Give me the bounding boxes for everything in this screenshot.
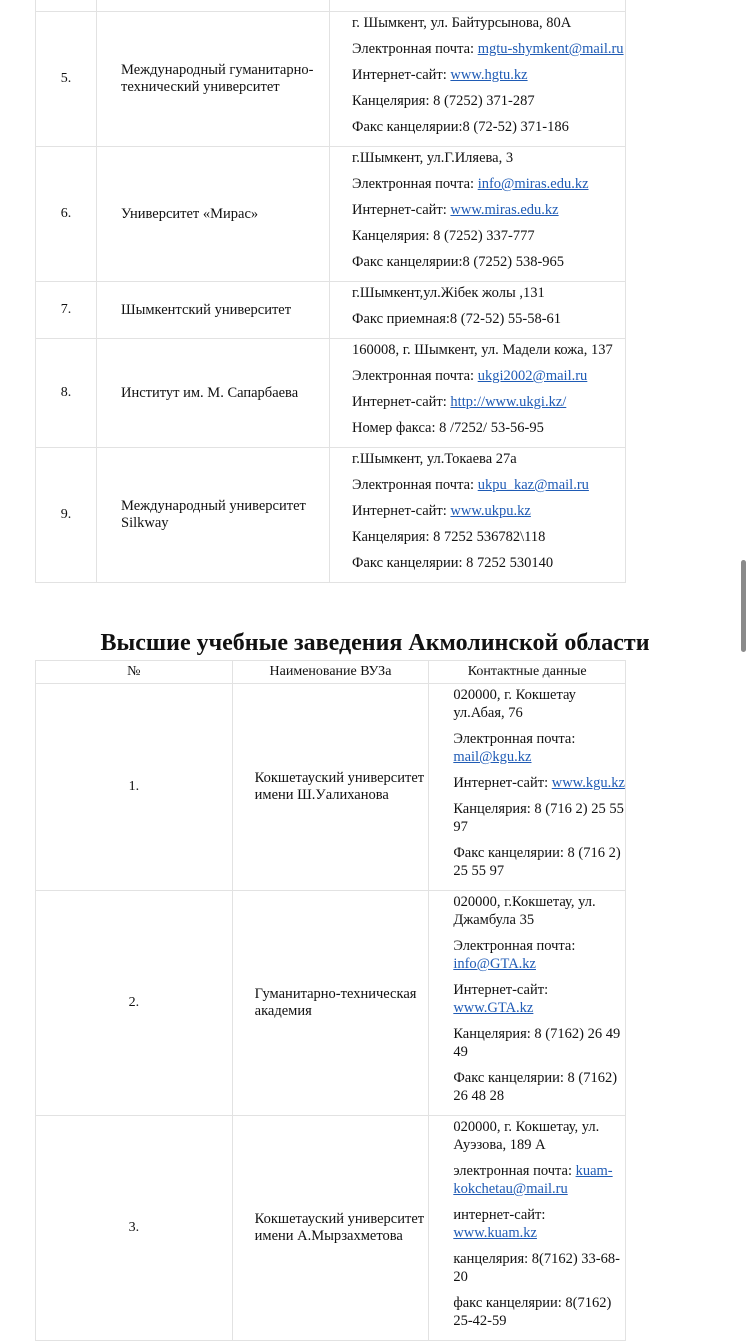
table-row	[36, 339, 626, 448]
contact-line: Факс канцелярии:8 (72-52) 371-186	[352, 119, 569, 135]
table1-body	[36, 0, 626, 583]
contact-line: факс канцелярии: 8(7162) 25-42-59	[453, 1295, 612, 1329]
contact-label: Электронная почта:	[352, 176, 478, 192]
header-number: №	[36, 661, 233, 684]
contact-line: канцелярия: 8(7162) 33-68-20	[453, 1251, 620, 1285]
contact-details	[429, 684, 626, 891]
contact-details	[330, 12, 626, 147]
university-name: Университет «Мирас»	[97, 147, 330, 282]
contact-link[interactable]: info@miras.edu.kz	[477, 176, 589, 192]
contact-link[interactable]: www.hgtu.kz	[450, 67, 528, 83]
contact-line: Факс канцелярии:8 (7252) 538-965	[352, 254, 565, 270]
akmola-universities-table	[35, 660, 626, 1341]
table-row	[36, 282, 626, 339]
university-name: Кокшетауский университет имени Ш.Уалиханова	[232, 684, 429, 891]
contact-line	[352, 367, 625, 385]
contact-label: Интернет-сайт:	[453, 982, 549, 998]
contact-line	[352, 175, 625, 193]
contact-line: Канцелярия: 8 (7252) 371-287	[352, 93, 535, 109]
row-number: 9.	[36, 448, 97, 583]
contact-label: Электронная почта:	[352, 41, 478, 57]
row-number: 8.	[36, 339, 97, 448]
contact-line	[352, 40, 625, 58]
contact-details	[330, 282, 626, 339]
contact-line	[352, 201, 625, 219]
university-name: Гуманитарно-техническая академия	[232, 891, 429, 1116]
contact-line: г.Шымкент,ул.Жібек жолы ,131	[352, 285, 545, 301]
contact-line: Номер факса: 8 /7252/ 53-56-95	[352, 420, 544, 436]
contact-label: Интернет-сайт:	[352, 503, 451, 519]
table-row	[36, 448, 626, 583]
row-number: 1.	[36, 684, 233, 891]
contact-line: Канцелярия: 8 (7162) 26 49 49	[453, 1026, 621, 1060]
section-title-akmola: Высшие учебные заведения Акмолинской области	[100, 630, 650, 656]
university-name	[97, 0, 330, 12]
contact-link[interactable]: info@GTA.kz	[453, 956, 536, 972]
contact-line: Канцелярия: 8 7252 536782\118	[352, 529, 546, 545]
contact-details	[330, 339, 626, 448]
row-number: 5.	[36, 12, 97, 147]
contact-link[interactable]: mail@kgu.kz	[453, 749, 532, 765]
contact-line	[352, 476, 625, 494]
contact-details	[429, 891, 626, 1116]
contact-link[interactable]: kuam-kokchetau@mail.ru	[453, 1163, 613, 1197]
table-header-row	[36, 661, 626, 684]
contact-line: Факс канцелярии: 8 (7162) 26 48 28	[453, 1070, 618, 1104]
contact-line: г. Шымкент, ул. Байтурсынова, 80А	[352, 15, 572, 31]
row-number: 2.	[36, 891, 233, 1116]
contact-label: Электронная почта:	[352, 477, 478, 493]
contact-link[interactable]: www.ukpu.kz	[450, 503, 531, 519]
header-university-name: Наименование ВУЗа	[232, 661, 429, 684]
contact-details	[330, 147, 626, 282]
header-contacts: Контактные данные	[429, 661, 626, 684]
contact-label: Интернет-сайт:	[352, 67, 451, 83]
row-number: 6.	[36, 147, 97, 282]
contact-line: 020000, г.Кокшетау, ул. Джамбула 35	[453, 894, 596, 928]
contact-details	[330, 448, 626, 583]
contact-link[interactable]: www.kuam.kz	[453, 1225, 537, 1241]
contact-link[interactable]: www.miras.edu.kz	[450, 202, 559, 218]
contact-line: Факс канцелярии: 8 7252 530140	[352, 555, 554, 571]
contact-line	[453, 937, 625, 973]
contact-line: 160008, г. Шымкент, ул. Мадели кожа, 137	[352, 342, 613, 358]
contact-label: Интернет-сайт:	[352, 202, 451, 218]
contact-link[interactable]: www.GTA.kz	[453, 1000, 534, 1016]
contact-label: Интернет-сайт:	[453, 775, 552, 791]
contact-line: г.Шымкент, ул.Г.Иляева, 3	[352, 150, 514, 166]
table-row	[36, 147, 626, 282]
row-number: 7.	[36, 282, 97, 339]
table-row	[36, 1116, 626, 1341]
university-name: Международный университет Silkway	[97, 448, 330, 583]
contact-line: 020000, г. Кокшетау, ул. Ауэзова, 189 А	[453, 1119, 600, 1153]
contact-line	[352, 66, 625, 84]
contact-line: Канцелярия: 8 (716 2) 25 55 97	[453, 801, 624, 835]
vertical-scrollbar[interactable]	[741, 560, 746, 652]
contact-link[interactable]: www.kgu.kz	[551, 775, 625, 791]
row-number	[36, 0, 97, 12]
contact-label: интернет-сайт:	[453, 1207, 546, 1223]
contact-line	[453, 774, 625, 792]
contact-line: Факс канцелярии: 8 (716 2) 25 55 97	[453, 845, 621, 879]
contact-label: Электронная почта:	[352, 368, 478, 384]
contact-line	[352, 393, 625, 411]
table-row	[36, 0, 626, 12]
contact-label: Электронная почта:	[453, 938, 576, 954]
contact-line: 020000, г. Кокшетау ул.Абая, 76	[453, 687, 576, 721]
table-row	[36, 684, 626, 891]
contact-line	[352, 502, 625, 520]
university-name: Шымкентский университет	[97, 282, 330, 339]
university-name: Международный гуманитарно-технический университет	[97, 12, 330, 147]
contact-line	[453, 730, 625, 766]
contact-link[interactable]: mgtu-shymkent@mail.ru	[477, 41, 624, 57]
table-row	[36, 891, 626, 1116]
shymkent-universities-table	[35, 0, 626, 583]
contact-line: г.Шымкент, ул.Токаева 27а	[352, 451, 517, 467]
contact-link[interactable]: ukpu_kaz@mail.ru	[477, 477, 589, 493]
row-number: 3.	[36, 1116, 233, 1341]
contact-line: Факс приемная:8 (72-52) 55-58-61	[352, 311, 562, 327]
contact-link[interactable]: ukgi2002@mail.ru	[477, 368, 588, 384]
university-name: Институт им. М. Сапарбаева	[97, 339, 330, 448]
university-name: Кокшетауский университет имени А.Мырзахметова	[232, 1116, 429, 1341]
contact-label: электронная почта:	[453, 1163, 576, 1179]
contact-details	[330, 0, 626, 12]
contact-line	[453, 1162, 625, 1198]
contact-line	[453, 1206, 625, 1242]
contact-link[interactable]: http://www.ukgi.kz/	[450, 394, 567, 410]
contact-label: Электронная почта:	[453, 731, 576, 747]
table2-head	[36, 661, 626, 684]
table2-body	[36, 684, 626, 1341]
table-row	[36, 12, 626, 147]
contact-line	[453, 981, 625, 1017]
contact-details	[429, 1116, 626, 1341]
contact-line: Канцелярия: 8 (7252) 337-777	[352, 228, 535, 244]
contact-label: Интернет-сайт:	[352, 394, 451, 410]
